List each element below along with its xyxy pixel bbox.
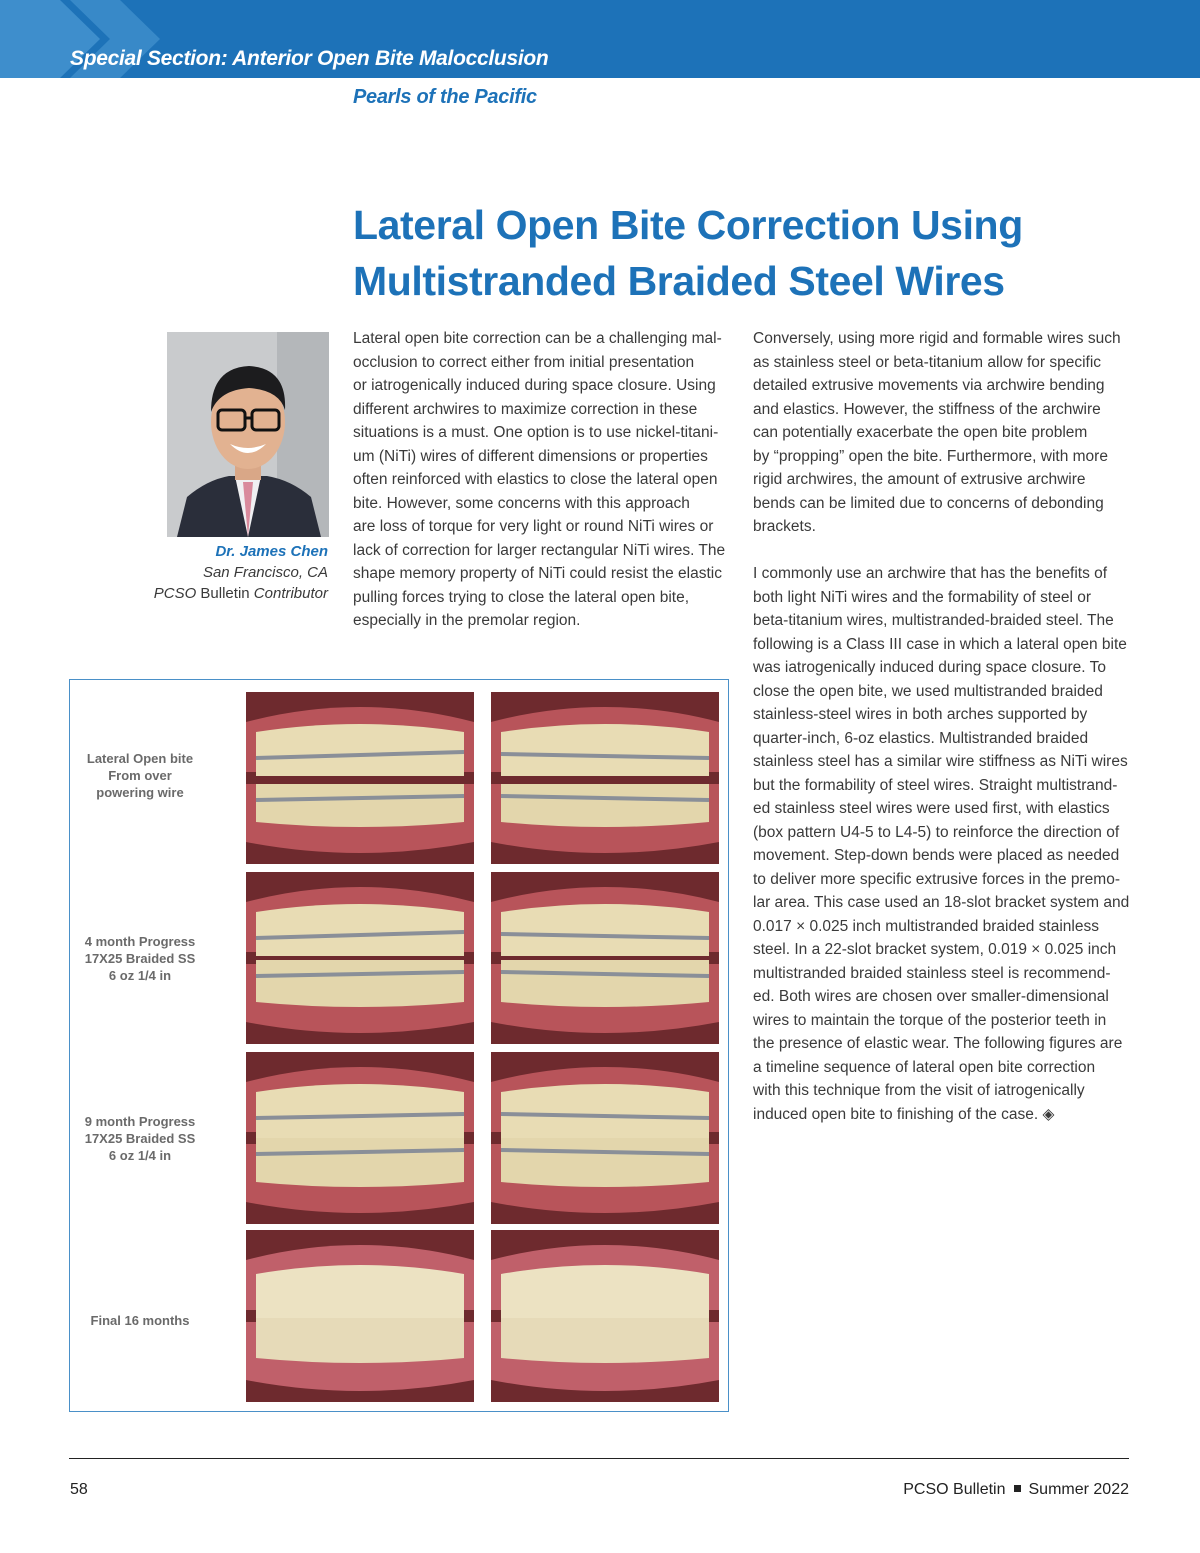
text-line: (box pattern U4-5 to L4-5) to reinforce the direction of <box>753 823 1120 841</box>
text-line: quarter-inch, 6-oz elastics. Multistranded braided <box>753 729 1089 747</box>
intraoral-photo-left <box>491 692 719 864</box>
author-name: Dr. James Chen <box>215 543 328 560</box>
text-line: ed stainless steel wires were used first, with elastics <box>753 800 1110 817</box>
text-line: and elastics. However, the stiffness of the archwire <box>753 400 1101 418</box>
text-line: close the open bite, we used multistranded braided <box>753 682 1103 700</box>
text-line: um (NiTi) wires of different dimensions or properties <box>353 447 708 465</box>
author-role-org: PCSO <box>153 585 197 602</box>
author-location: San Francisco, CA <box>202 564 328 581</box>
figure-label-line: Lateral Open bite <box>86 751 194 766</box>
figure-label-line: Final 16 months <box>90 1313 190 1328</box>
text-line: both light NiTi wires and the formability of steel or <box>753 588 1091 606</box>
figure-label-line: 4 month Progress <box>84 934 196 949</box>
text-line: 0.017 × 0.025 inch multistranded braided stainless <box>753 917 1099 935</box>
figure-row-label <box>70 750 210 801</box>
figure-row-label <box>70 1312 210 1329</box>
text-line: brackets. <box>753 518 816 535</box>
square-bullet-icon <box>1014 1485 1021 1492</box>
article-title <box>353 197 1153 309</box>
figure-label-line: powering wire <box>96 785 184 800</box>
intraoral-photo-left <box>491 1230 719 1402</box>
figure-label-line: 6 oz 1/4 in <box>108 968 172 983</box>
text-line: I commonly use an archwire that has the benefits of <box>753 565 1108 582</box>
text-line: by “propping” open the bite. Furthermore, with more <box>753 447 1108 465</box>
footer-divider <box>69 1458 1129 1459</box>
footer-publication <box>903 1481 1129 1499</box>
text-line: a timeline sequence of lateral open bite correction <box>753 1058 1096 1076</box>
text-line: stainless-steel wires in both arches supported by <box>753 706 1088 723</box>
article-column-2-paragraph-1 <box>753 327 1121 539</box>
section-label: Special Section: Anterior Open Bite Malocclusion <box>70 47 549 70</box>
text-line: wires to maintain the torque of the posterior teeth in <box>753 1011 1107 1029</box>
issue-date: Summer 2022 <box>1028 1481 1129 1498</box>
text-line: steel. In a 22-slot bracket system, 0.019 × 0.025 inch <box>753 941 1117 958</box>
text-line: was iatrogenically induced during space closure. To <box>753 659 1106 676</box>
figure-label-line: 9 month Progress <box>84 1114 196 1129</box>
figure-row-label <box>70 1113 210 1164</box>
text-line: the presence of elastic wear. The following figures are <box>753 1035 1123 1052</box>
text-line: or iatrogenically induced during space closure. Using <box>353 377 716 394</box>
treatment-timeline-figure <box>69 679 729 1412</box>
text-line: can potentially exacerbate the open bite problem <box>753 424 1088 441</box>
text-line: induced open bite to finishing of the case. ◈ <box>753 1105 1055 1123</box>
text-line: stainless steel has a similar wire stiffness as NiTi wires <box>753 753 1128 770</box>
intraoral-photo-right <box>246 692 474 864</box>
intraoral-photo-right <box>246 872 474 1044</box>
article-title-line: Lateral Open Bite Correction Using <box>353 202 1023 248</box>
article-column-2-paragraph-2 <box>753 562 1129 1126</box>
text-line: often reinforced with elastics to close the lateral open <box>353 471 718 488</box>
article-title-line: Multistranded Braided Steel Wires <box>353 258 1005 304</box>
figure-label-line: 17X25 Braided SS <box>84 1131 196 1146</box>
intraoral-photo-right <box>246 1230 474 1402</box>
article-column-1 <box>353 327 725 633</box>
text-line: as stainless steel or beta-titanium allow for specific <box>753 353 1102 371</box>
figure-label-line: 6 oz 1/4 in <box>108 1148 172 1163</box>
text-line: rigid archwires, the amount of extrusive archwire <box>753 471 1086 488</box>
figure-label-line: From over <box>108 768 172 783</box>
text-line: to deliver more specific extrusive forces in the premo- <box>753 870 1120 888</box>
text-line: beta-titanium wires, multistranded-braided steel. The <box>753 612 1114 629</box>
text-line: are loss of torque for very light or round NiTi wires or <box>353 518 714 535</box>
subsection-title: Pearls of the Pacific <box>353 86 537 108</box>
text-line: but the formability of steel wires. Straight multistrand- <box>753 776 1118 794</box>
text-line: lack of correction for larger rectangular NiTi wires. The <box>353 541 726 559</box>
publication-name: PCSO Bulletin <box>903 1481 1006 1498</box>
text-line: different archwires to maximize correction in these <box>353 400 698 418</box>
text-line: shape memory property of NiTi could resist the elastic <box>353 565 722 582</box>
author-role-title: Contributor <box>253 585 328 602</box>
intraoral-photo-left <box>491 1052 719 1224</box>
text-line: bite. However, some concerns with this approach <box>353 494 690 512</box>
figure-row-label <box>70 933 210 984</box>
section-banner <box>0 0 1200 78</box>
text-line: especially in the premolar region. <box>353 612 581 629</box>
text-line: detailed extrusive movements via archwire bending <box>753 377 1105 394</box>
author-role-publication: Bulletin <box>196 585 254 602</box>
text-line: ed. Both wires are chosen over smaller-dimensional <box>753 988 1109 1005</box>
author-portrait <box>167 332 329 537</box>
figure-label-line: 17X25 Braided SS <box>84 951 196 966</box>
author-role <box>154 585 328 602</box>
text-line: lar area. This case used an 18-slot bracket system and <box>753 894 1130 911</box>
text-line: Conversely, using more rigid and formable wires such <box>753 330 1121 347</box>
text-line: bends can be limited due to concerns of debonding <box>753 494 1104 512</box>
text-line: following is a Class III case in which a lateral open bite <box>753 635 1127 653</box>
text-line: multistranded braided stainless steel is recommend- <box>753 964 1111 982</box>
text-line: occlusion to correct either from initial presentation <box>353 353 695 371</box>
intraoral-photo-left <box>491 872 719 1044</box>
page-number: 58 <box>70 1481 88 1498</box>
text-line: with this technique from the visit of iatrogenically <box>753 1082 1085 1099</box>
text-line: Lateral open bite correction can be a challenging mal- <box>353 330 722 347</box>
text-line: movement. Step-down bends were placed as needed <box>753 847 1120 864</box>
text-line: pulling forces trying to close the lateral open bite, <box>353 588 690 606</box>
intraoral-photo-right <box>246 1052 474 1224</box>
text-line: situations is a must. One option is to use nickel-titani- <box>353 424 719 441</box>
